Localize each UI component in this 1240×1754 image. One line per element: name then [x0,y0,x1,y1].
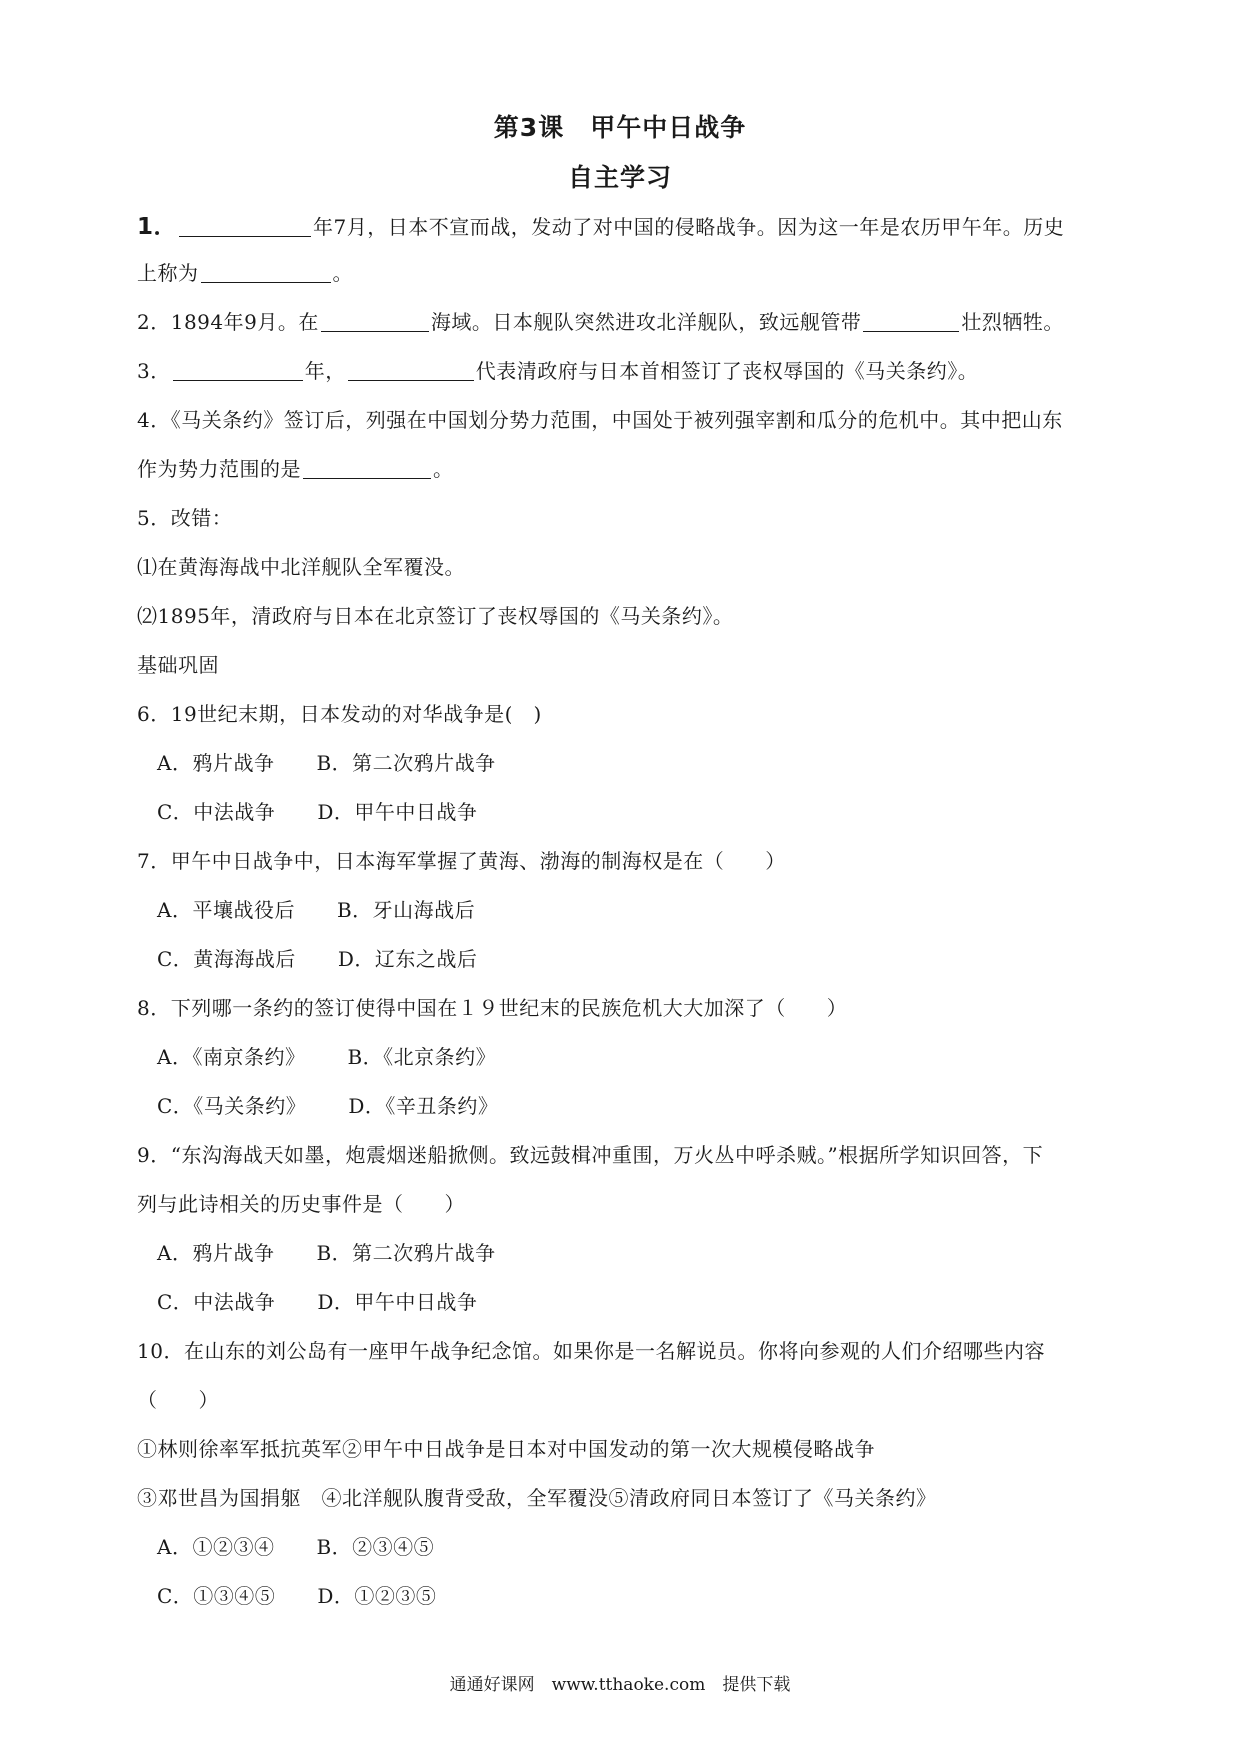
option-b: B．第二次鸦片战争 [316,1241,496,1265]
option-a: A．鸦片战争 [157,751,275,775]
question-8-options-row-1 [157,1041,496,1070]
option-c: C．黄海海战后 [157,947,296,971]
page-footer: 通通好课网 www.tthaoke.com 提供下载 [449,1675,791,1695]
answer-blank [173,358,303,381]
question-6-options-row-2 [157,796,477,825]
section-heading-basics: 基础巩固 [137,653,219,677]
question-9-line-2: 列与此诗相关的历史事件是（ ） [137,1192,465,1216]
answer-blank [179,214,311,237]
answer-blank [201,260,331,283]
answer-blank [863,309,959,332]
option-c: C．中法战争 [157,1290,276,1314]
option-b: B．牙山海战后 [336,898,476,922]
question-2-text: 2．1894年9月。在 [137,310,319,334]
answer-blank [303,456,431,479]
option-a: A．①②③④ [157,1535,275,1559]
option-d: D．甲午中日战争 [317,800,478,824]
option-a: A．平壤战役后 [157,898,295,922]
question-7-stem: 7．甲午中日战争中，日本海军掌握了黄海、渤海的制海权是在（ ） [137,849,786,873]
option-a: A．鸦片战争 [157,1241,275,1265]
option-b: B．②③④⑤ [316,1535,435,1559]
question-3-text: 3． [137,359,171,383]
question-8-options-row-2 [157,1090,498,1119]
answer-blank [348,358,474,381]
option-d: D．《辛丑条约》 [348,1094,499,1118]
question-3-text: 年， [304,359,346,383]
page-title: 第3课 甲午中日战争 [493,113,747,142]
question-2-text: 海域。日本舰队突然进攻北洋舰队，致远舰管带 [430,310,862,334]
question-10-line-1: 10．在山东的刘公岛有一座甲午战争纪念馆。如果你是一名解说员。你将向参观的人们介绍哪些内容 [137,1339,1045,1363]
question-3 [137,355,978,384]
question-10-options-row-1 [157,1531,434,1560]
question-8-stem: 8．下列哪一条约的签订使得中国在１９世纪末的民族危机大大加深了（ ） [137,996,848,1020]
question-3-text: 代表清政府与日本首相签订了丧权辱国的《马关条约》。 [475,359,979,383]
section-heading-self-study: 自主学习 [567,163,672,192]
question-2 [137,306,1064,335]
question-4-text: 。 [433,457,454,481]
option-b: B．第二次鸦片战争 [316,751,496,775]
question-1-text: 上称为 [137,261,199,285]
question-4-line-1: 4．《马关条约》签订后，列强在中国划分势力范围，中国处于被列强宰割和瓜分的危机中。其中把山东 [137,408,1063,432]
question-1-line-2 [137,257,353,286]
question-7-options-row-2 [157,943,477,972]
option-d: D．甲午中日战争 [317,1290,478,1314]
question-10-line-4: ③邓世昌为国捐躯 ④北洋舰队腹背受敌，全军覆没⑤清政府同日本签订了《马关条约》 [137,1486,937,1510]
question-1-text: 。 [332,261,353,285]
question-10-line-2: （ ） [137,1388,219,1412]
question-9-options-row-2 [157,1286,477,1315]
question-7-options-row-1 [157,894,475,923]
option-c: C．①③④⑤ [157,1584,276,1608]
option-c: C．《马关条约》 [157,1094,307,1118]
question-5-sentence-2: ⑵1895年，清政府与日本在北京签订了丧权辱国的《马关条约》。 [137,604,734,628]
option-d: D．辽东之战后 [337,947,478,971]
question-1-line-1 [137,208,1064,241]
question-1-number: 1． [137,214,178,240]
question-4-text: 作为势力范围的是 [137,457,301,481]
question-5-sentence-1: ⑴在黄海海战中北洋舰队全军覆没。 [137,555,465,579]
question-10-options-row-2 [157,1580,436,1609]
option-b: B．《北京条约》 [347,1045,497,1069]
option-c: C．中法战争 [157,800,276,824]
question-6-options-row-1 [157,747,496,776]
option-a: A．《南京条约》 [157,1045,306,1069]
question-9-options-row-1 [157,1237,496,1266]
answer-blank [321,309,429,332]
option-d: D．①②③⑤ [317,1584,437,1608]
question-6-stem: 6．19世纪末期，日本发动的对华战争是( ) [137,702,542,726]
question-10-line-3: ①林则徐率军抵抗英军②甲午中日战争是日本对中国发动的第一次大规模侵略战争 [137,1437,875,1461]
question-9-line-1: 9．“东沟海战天如墨，炮震烟迷船掀侧。致远鼓楫冲重围，万火丛中呼杀贼。”根据所学知识回答，下 [137,1143,1044,1167]
question-1-text: 年7月，日本不宣而战，发动了对中国的侵略战争。因为这一年是农历甲午年。历史 [313,215,1065,239]
question-4-line-2 [137,453,454,482]
question-2-text: 壮烈牺牲。 [961,310,1064,334]
question-5-heading: 5．改错： [137,506,233,530]
